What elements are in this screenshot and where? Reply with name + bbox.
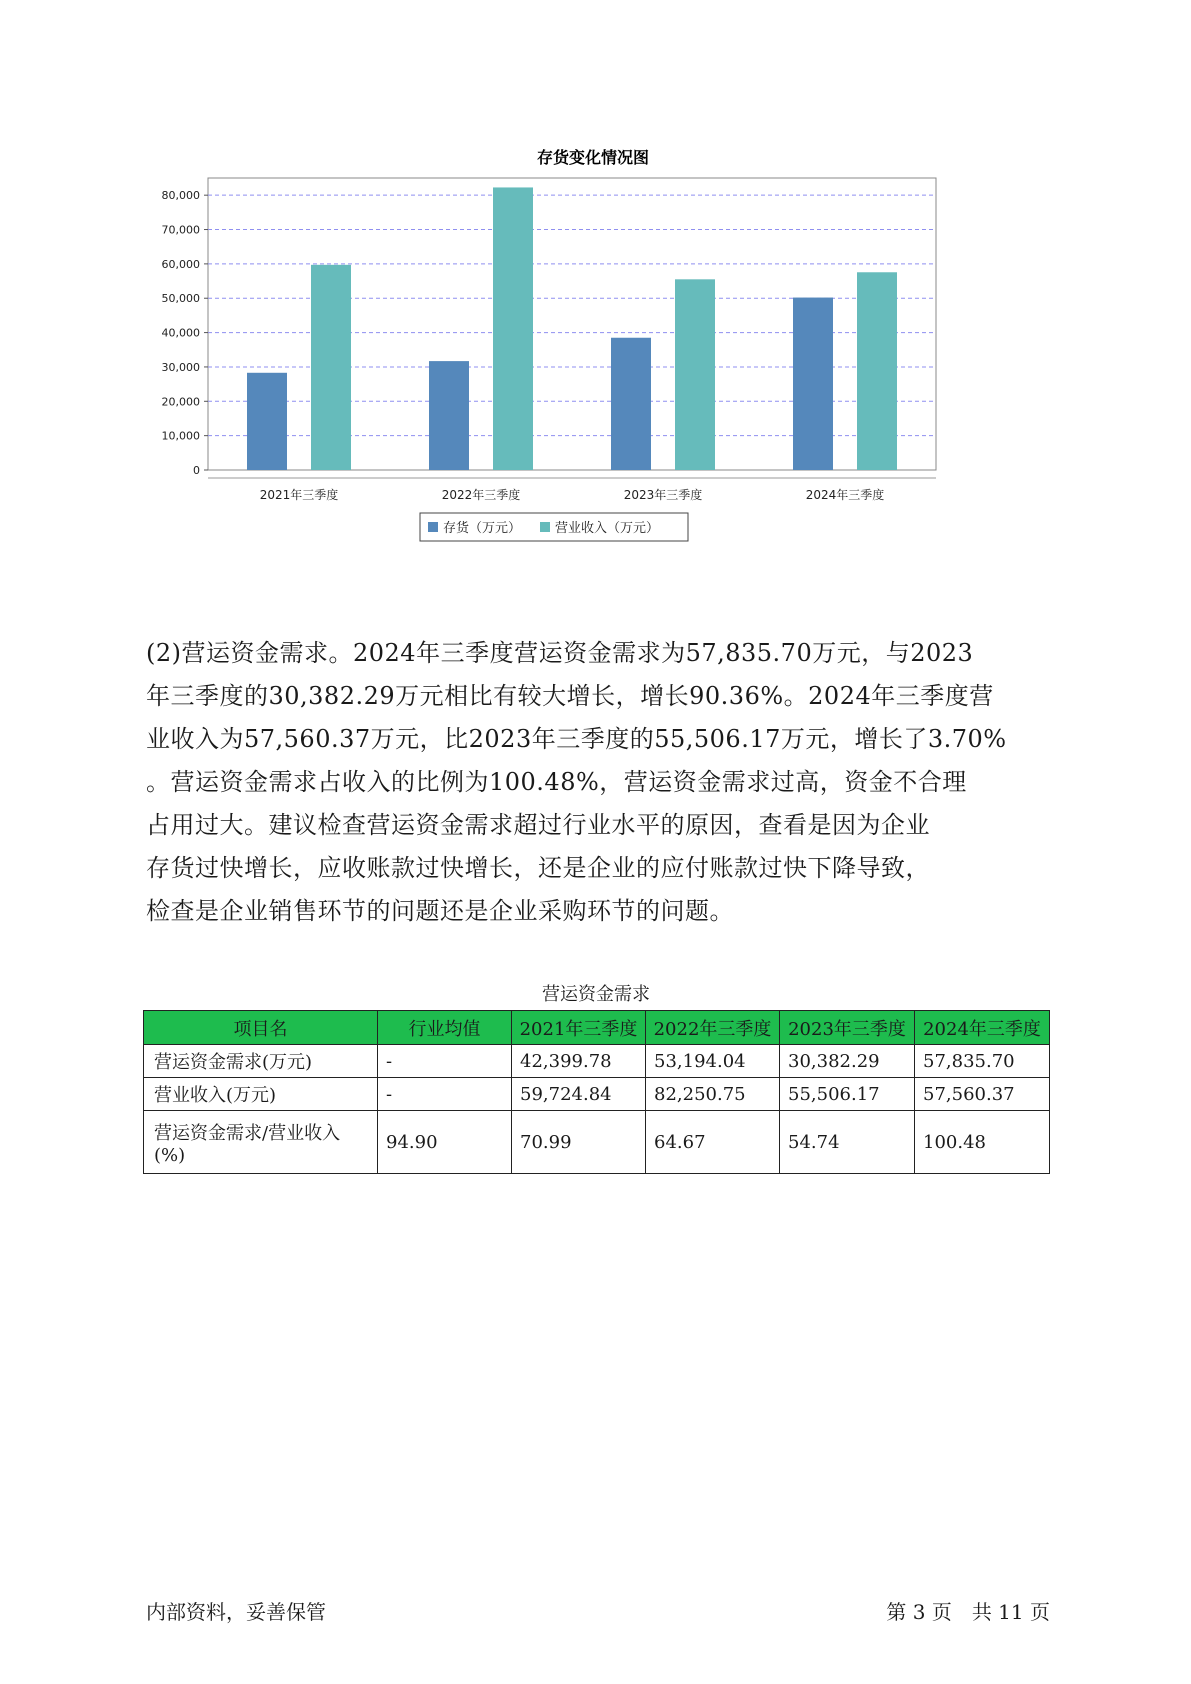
table-cell: 100.48: [915, 1111, 1050, 1174]
y-tick-label: 60,000: [161, 257, 200, 271]
footer-page-number: 第 3 页 共 11 页: [886, 1600, 1050, 1624]
x-tick-label: 2023年三季度: [623, 488, 703, 502]
inventory-bar: [429, 361, 469, 470]
revenue-bar: [857, 272, 897, 470]
paragraph-line: 存货过快增长，应收账款过快增长，还是企业的应付账款过快下降导致，: [146, 854, 930, 882]
inventory-chart: [130, 140, 1030, 590]
paragraph-line: 业收入为57,560.37万元，比2023年三季度的55,506.17万元，增长了3.70%: [146, 725, 1007, 753]
y-tick-label: 80,000: [161, 189, 200, 203]
y-tick-label: 40,000: [161, 326, 200, 340]
table-cell: 营运资金需求(万元): [144, 1045, 378, 1078]
header-item-name: 项目名: [144, 1011, 378, 1045]
y-tick-label: 50,000: [161, 292, 200, 306]
table-row: [144, 1045, 1050, 1078]
legend-label: 存货（万元）: [443, 521, 522, 536]
working-capital-table: [143, 1010, 1050, 1174]
table-cell: -: [378, 1045, 512, 1078]
x-tick-label: 2021年三季度: [259, 488, 339, 502]
y-tick-label: 30,000: [161, 360, 200, 374]
header-industry-avg: 行业均值: [378, 1011, 512, 1045]
footer-confidential: 内部资料，妥善保管: [146, 1600, 326, 1624]
legend-swatch: [428, 522, 438, 532]
inventory-bar: [793, 298, 833, 470]
table-cell: 70.99: [512, 1111, 646, 1174]
table-row: [144, 1111, 1050, 1174]
table-cell: 42,399.78: [512, 1045, 646, 1078]
table-cell: 营运资金需求/营业收入(%): [144, 1111, 378, 1174]
revenue-bar: [493, 187, 533, 470]
table-cell: 59,724.84: [512, 1078, 646, 1111]
table-row: [144, 1078, 1050, 1111]
table-cell: 53,194.04: [646, 1045, 780, 1078]
y-tick-label: 70,000: [161, 223, 200, 237]
y-tick-label: 10,000: [161, 429, 200, 443]
header-2022q3: 2022年三季度: [646, 1011, 780, 1045]
x-tick-label: 2024年三季度: [805, 488, 885, 502]
header-2024q3: 2024年三季度: [915, 1011, 1050, 1045]
table-caption: 营运资金需求: [542, 984, 650, 1005]
y-tick-label: 20,000: [161, 395, 200, 409]
paragraph-line: (2)营运资金需求。2024年三季度营运资金需求为57,835.70万元，与2023: [146, 639, 974, 667]
paragraph-line: 年三季度的30,382.29万元相比有较大增长，增长90.36%。2024年三季度营: [146, 682, 994, 710]
table-cell: 57,835.70: [915, 1045, 1050, 1078]
paragraph-line: 。营运资金需求占收入的比例为100.48%，营运资金需求过高，资金不合理: [146, 768, 967, 796]
table-header-row: [144, 1011, 1050, 1045]
revenue-bar: [675, 279, 715, 470]
chart-title: 存货变化情况图: [536, 148, 650, 167]
table-cell: 94.90: [378, 1111, 512, 1174]
table-cell: 55,506.17: [780, 1078, 915, 1111]
table-cell: -: [378, 1078, 512, 1111]
table-cell: 64.67: [646, 1111, 780, 1174]
header-2021q3: 2021年三季度: [512, 1011, 646, 1045]
x-tick-label: 2022年三季度: [441, 488, 521, 502]
working-capital-paragraph: [146, 632, 1066, 933]
paragraph-line: 占用过大。建议检查营运资金需求超过行业水平的原因，查看是因为企业: [146, 811, 930, 839]
inventory-bar: [611, 338, 651, 470]
paragraph-line: 检查是企业销售环节的问题还是企业采购环节的问题。: [146, 897, 734, 925]
table-cell: 82,250.75: [646, 1078, 780, 1111]
table-cell: 57,560.37: [915, 1078, 1050, 1111]
header-2023q3: 2023年三季度: [780, 1011, 915, 1045]
legend-label: 营业收入（万元）: [555, 521, 660, 536]
inventory-chart-svg: [130, 140, 1030, 590]
inventory-bar: [247, 373, 287, 470]
table-cell: 54.74: [780, 1111, 915, 1174]
revenue-bar: [311, 265, 351, 470]
legend-swatch: [540, 522, 550, 532]
y-tick-label: 0: [193, 464, 200, 477]
table-cell: 30,382.29: [780, 1045, 915, 1078]
table-cell: 营业收入(万元): [144, 1078, 378, 1111]
